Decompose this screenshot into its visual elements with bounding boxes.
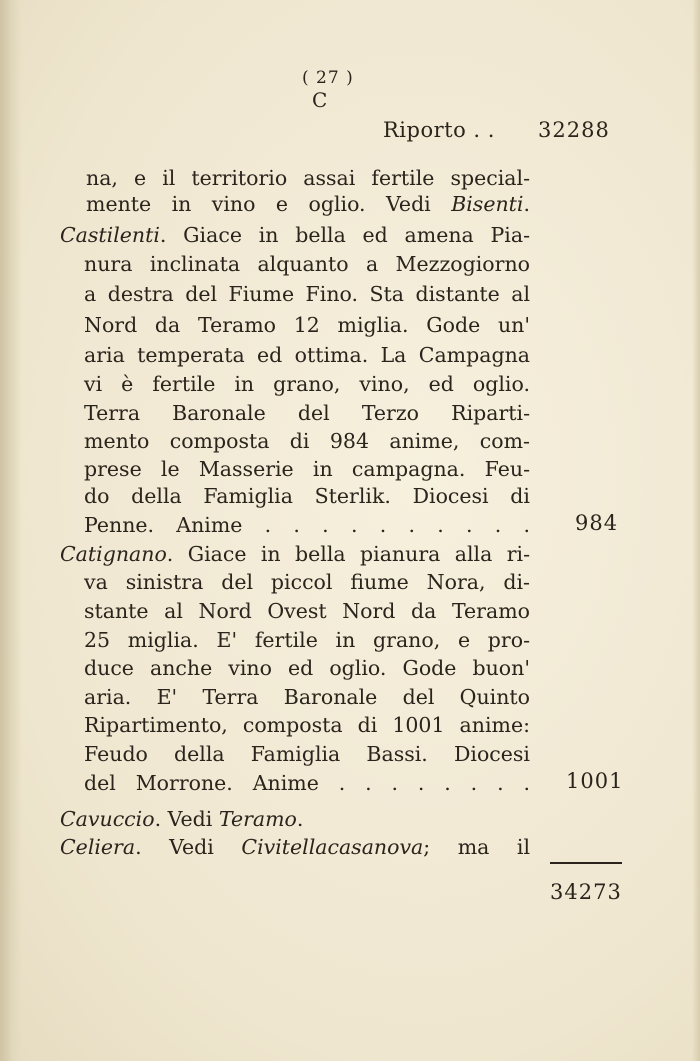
text-line: na, e il territorio assai fertile special- <box>86 166 530 190</box>
text-line: Feudo della Famiglia Bassi. Diocesi <box>84 742 530 766</box>
text-line: Terra Baronale del Terzo Riparti- <box>84 401 530 425</box>
page-edge-shadow <box>692 0 700 1061</box>
text-line: nura inclinata alquanto a Mezzogiorno <box>84 252 530 276</box>
text-line: del Morrone. Anime . . . . . . . . <box>84 771 530 795</box>
text-line: Penne. Anime . . . . . . . . . . <box>84 513 530 537</box>
text-line: mento composta di 984 anime, com- <box>84 429 530 453</box>
entry-catignano: Catignano. Giace in bella pianura alla ri- <box>60 542 530 566</box>
text-line: vi è fertile in grano, vino, ed oglio. <box>84 372 530 396</box>
place-name: Cavuccio <box>60 807 155 831</box>
entry-celiera: Celiera. Vedi Civitellacasanova; ma il <box>60 835 530 859</box>
text-line: 25 miglia. E' fertile in grano, e pro- <box>84 628 530 652</box>
population-castilenti: 984 <box>575 511 619 535</box>
text-line: stante al Nord Ovest Nord da Teramo <box>84 599 530 623</box>
place-name: Celiera <box>60 835 136 859</box>
population-catignano: 1001 <box>566 769 624 793</box>
page-gutter-shadow <box>0 0 22 1061</box>
text-line: Nord da Teramo 12 miglia. Gode un' <box>84 313 530 337</box>
text-line: prese le Masserie in campagna. Feu- <box>84 457 530 481</box>
entry-cavuccio: Cavuccio. Vedi Teramo. <box>60 807 304 831</box>
signature-mark: C <box>312 88 328 112</box>
page-number: ( 27 ) <box>302 68 354 88</box>
text-line: va sinistra del piccol fiume Nora, di- <box>84 570 530 594</box>
running-total: 34273 <box>550 880 622 904</box>
sum-rule <box>550 862 622 864</box>
text-line: aria. E' Terra Baronale del Quinto <box>84 685 530 709</box>
text-line: Ripartimento, composta di 1001 anime: <box>84 713 530 737</box>
text-line: duce anche vino ed oglio. Gode buon' <box>84 656 530 680</box>
entry-castilenti: Castilenti. Giace in bella ed amena Pia- <box>60 223 530 247</box>
text-line: a destra del Fiume Fino. Sta distante al <box>84 282 530 306</box>
text-line: do della Famiglia Sterlik. Diocesi di <box>84 484 530 508</box>
place-name: Castilenti <box>60 223 160 247</box>
place-name: Catignano <box>60 542 167 566</box>
carry-over-label: Riporto . . <box>383 118 495 142</box>
text-line: mente in vino e oglio. Vedi Bisenti. <box>86 192 530 216</box>
carry-over-value: 32288 <box>538 118 610 142</box>
text-line: aria temperata ed ottima. La Campagna <box>84 343 530 367</box>
